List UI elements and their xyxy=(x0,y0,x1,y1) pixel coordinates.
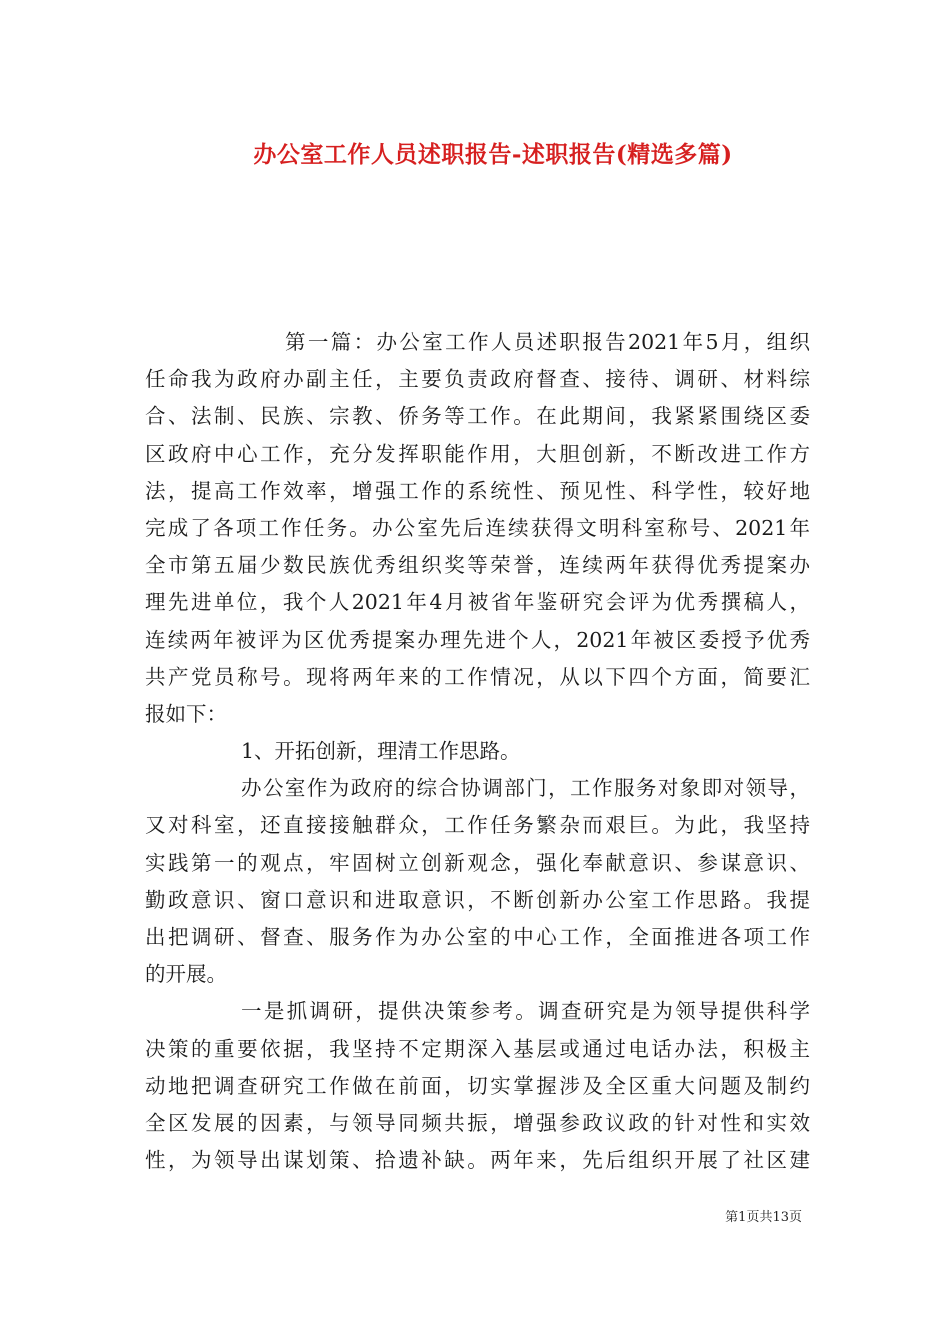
paragraph-line: 理先进单位，我个人2021年4月被省年鉴研究会评为优秀撰稿人， xyxy=(145,590,810,615)
paragraph-line: 办公室作为政府的综合协调部门，工作服务对象即对领导， xyxy=(241,776,810,801)
paragraph-line: 全区发展的因素，与领导同频共振，增强参政议政的针对性和实效 xyxy=(145,1110,810,1135)
paragraph-line: 的开展。 xyxy=(145,962,227,987)
paragraph-line: 第一篇：办公室工作人员述职报告2021年5月，组织 xyxy=(285,330,810,354)
paragraph-line: 又对科室，还直接接触群众，工作任务繁杂而艰巨。为此，我坚持 xyxy=(145,813,810,838)
paragraph-line: 合、法制、民族、宗教、侨务等工作。在此期间，我紧紧围绕区委 xyxy=(145,404,810,429)
page-number: 第1页共13页 xyxy=(725,1210,802,1225)
paragraph-line: 报如下： xyxy=(145,701,227,726)
paragraph-line: 勤政意识、窗口意识和进取意识，不断创新办公室工作思路。我提 xyxy=(145,887,810,912)
paragraph-line: 出把调研、督查、服务作为办公室的中心工作，全面推进各项工作 xyxy=(145,925,810,949)
paragraph-line: 全市第五届少数民族优秀组织奖等荣誉，连续两年获得优秀提案办 xyxy=(145,553,810,578)
document-title: 办公室工作人员述职报告-述职报告(精选多篇) xyxy=(253,141,733,168)
section-heading: 1、开拓创新，理清工作思路。 xyxy=(241,739,521,764)
paragraph-line: 法，提高工作效率，增强工作的系统性、预见性、科学性，较好地 xyxy=(145,478,810,503)
paragraph-line: 一是抓调研，提供决策参考。调查研究是为领导提供科学 xyxy=(241,999,810,1024)
paragraph-line: 完成了各项工作任务。办公室先后连续获得文明科室称号、2021年 xyxy=(145,515,810,540)
paragraph-line: 动地把调查研究工作做在前面，切实掌握涉及全区重大问题及制约 xyxy=(145,1073,810,1098)
paragraph-line: 区政府中心工作，充分发挥职能作用，大胆创新，不断改进工作方 xyxy=(145,441,810,466)
paragraph-line: 决策的重要依据，我坚持不定期深入基层或通过电话办法，积极主 xyxy=(145,1036,810,1061)
paragraph-line: 共产党员称号。现将两年来的工作情况，从以下四个方面，简要汇 xyxy=(145,664,810,689)
paragraph-line: 实践第一的观点，牢固树立创新观念，强化奉献意识、参谋意识、 xyxy=(145,850,810,875)
paragraph-line: 连续两年被评为区优秀提案办理先进个人，2021年被区委授予优秀 xyxy=(145,627,810,652)
paragraph-line: 性，为领导出谋划策、拾遗补缺。两年来，先后组织开展了社区建 xyxy=(145,1148,810,1173)
paragraph-line: 任命我为政府办副主任，主要负责政府督查、接待、调研、材料综 xyxy=(145,367,810,392)
document-body xyxy=(145,324,810,1179)
